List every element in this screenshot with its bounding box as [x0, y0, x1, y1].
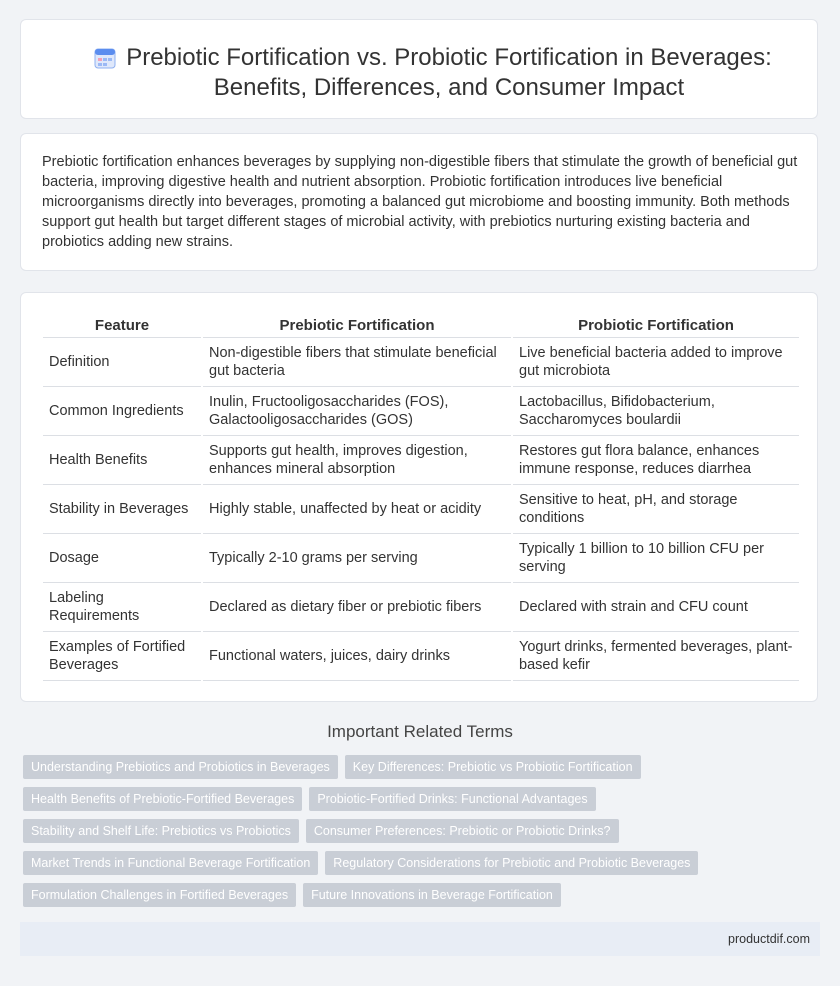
tag-row [23, 819, 813, 843]
row-feature: Examples of Fortified Beverages [43, 632, 202, 681]
tag-row [23, 851, 813, 875]
row-probiotic: Live beneficial bacteria added to improve gut microbiota [512, 338, 799, 387]
row-probiotic: Lactobacillus, Bifidobacterium, Saccharomyces boulardii [512, 387, 799, 436]
table-row [43, 338, 799, 387]
row-feature: Common Ingredients [43, 387, 202, 436]
row-prebiotic: Inulin, Fructooligosaccharides (FOS), Galactooligosaccharides (GOS) [202, 387, 512, 436]
row-feature: Dosage [43, 534, 202, 583]
header-prebiotic: Prebiotic Fortification [202, 313, 512, 338]
row-prebiotic: Declared as dietary fiber or prebiotic fibers [202, 583, 512, 632]
related-term-link[interactable]: Probiotic-Fortified Drinks: Functional Advantages [309, 787, 595, 811]
related-term-link[interactable]: Consumer Preferences: Prebiotic or Probiotic Drinks? [306, 819, 619, 843]
title-wrap [96, 43, 796, 103]
tag-row [23, 787, 813, 811]
footer [20, 922, 820, 956]
related-term-link[interactable]: Regulatory Considerations for Prebiotic and Probiotic Beverages [325, 851, 698, 875]
row-probiotic: Restores gut flora balance, enhances immune response, reduces diarrhea [512, 436, 799, 485]
comparison-card [20, 292, 818, 702]
intro-card [20, 133, 818, 271]
table-row [43, 387, 799, 436]
related-term-link[interactable]: Formulation Challenges in Fortified Beverages [23, 883, 296, 907]
intro-paragraph: Prebiotic fortification enhances beverages by supplying non-digestible fibers that stimulate the growth of beneficial gut bacteria, improving digestive health and nutrient absorption. Probiotic fortification introduces live beneficial microorganisms directly into beverages, promoting a balanced gut microbiome and boosting immunity. Both methods support gut health but target different stages of microbial activity, with prebiotics nurturing existing bacteria and probiotics adding new strains. [42, 154, 798, 250]
header-feature: Feature [43, 313, 202, 338]
row-prebiotic: Functional waters, juices, dairy drinks [202, 632, 512, 681]
row-prebiotic: Supports gut health, improves digestion, enhances mineral absorption [202, 436, 512, 485]
row-prebiotic: Non-digestible fibers that stimulate beneficial gut bacteria [202, 338, 512, 387]
related-term-link[interactable]: Understanding Prebiotics and Probiotics in Beverages [23, 755, 338, 779]
row-feature: Definition [43, 338, 202, 387]
table-row [43, 485, 799, 534]
row-feature: Labeling Requirements [43, 583, 202, 632]
header-probiotic: Probiotic Fortification [512, 313, 799, 338]
tag-row [23, 755, 813, 779]
related-term-link[interactable]: Stability and Shelf Life: Prebiotics vs Probiotics [23, 819, 299, 843]
related-terms-title: Important Related Terms [327, 722, 513, 741]
row-prebiotic: Typically 2-10 grams per serving [202, 534, 512, 583]
calendar-icon [93, 46, 117, 70]
table-row [43, 632, 799, 681]
footer-site: productdif.com [728, 932, 810, 946]
row-probiotic: Typically 1 billion to 10 billion CFU per serving [512, 534, 799, 583]
table-row [43, 534, 799, 583]
table-row [43, 436, 799, 485]
related-terms-list [23, 755, 813, 915]
header-card [20, 19, 818, 119]
related-term-link[interactable]: Future Innovations in Beverage Fortification [303, 883, 561, 907]
tag-row [23, 883, 813, 907]
table-header-row [43, 313, 799, 338]
comparison-table [43, 313, 799, 681]
related-term-link[interactable]: Health Benefits of Prebiotic-Fortified Beverages [23, 787, 302, 811]
page-title: Prebiotic Fortification vs. Probiotic Fortification in Beverages: Benefits, Differences, and Consumer Impact [126, 44, 772, 101]
row-probiotic: Declared with strain and CFU count [512, 583, 799, 632]
row-probiotic: Yogurt drinks, fermented beverages, plant-based kefir [512, 632, 799, 681]
row-feature: Stability in Beverages [43, 485, 202, 534]
related-term-link[interactable]: Key Differences: Prebiotic vs Probiotic Fortification [345, 755, 641, 779]
table-row [43, 583, 799, 632]
row-probiotic: Sensitive to heat, pH, and storage conditions [512, 485, 799, 534]
related-term-link[interactable]: Market Trends in Functional Beverage Fortification [23, 851, 318, 875]
row-feature: Health Benefits [43, 436, 202, 485]
row-prebiotic: Highly stable, unaffected by heat or acidity [202, 485, 512, 534]
